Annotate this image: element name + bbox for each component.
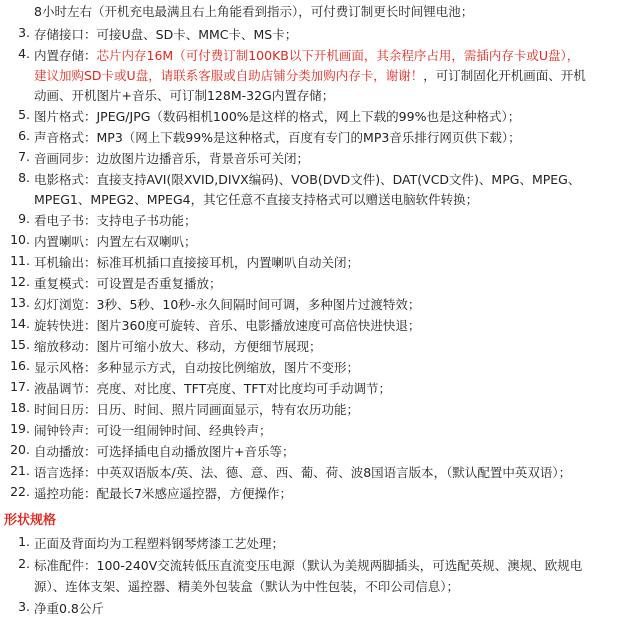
spec-label: 内置存储： <box>34 48 97 63</box>
spec-top-line: 8小时左右（开机充电最满且右上角能看到指示），可付费订制更长时间锂电池； <box>34 4 474 19</box>
spec-text: 语言选择：中英双语版本/英、法、德、意、西、葡、荷、波8国语言版本，（默认配置中英双语）； <box>34 465 572 480</box>
spec-num: 5. <box>18 107 30 122</box>
spec-text: 内置喇叭：内置左右双喇叭； <box>34 234 197 249</box>
spec-text <box>34 46 614 64</box>
spec-text: 缩放移动：图片可缩小放大、移动，方便细节展现； <box>34 339 322 354</box>
spec-num: 4. <box>18 46 30 61</box>
spec-text-line3: 动画、开机图片+音乐、可订制128M-32G内置存储； <box>34 88 335 103</box>
section-heading: 形状规格 <box>4 513 57 528</box>
spec-num: 19. <box>10 421 30 436</box>
spec-text: 时间日历：日历、时间、照片同画面显示，特有农历功能； <box>34 402 360 417</box>
spec-text: 耳机输出：标准耳机插口直接接耳机，内置喇叭自动关闭； <box>34 255 360 270</box>
shape-num: 3. <box>18 599 30 614</box>
spec-warning-text: 建议加购SD卡或U盘，请联系客服或自助店铺分类加购内存卡，谢谢！ <box>34 68 424 83</box>
spec-num: 6. <box>18 128 30 143</box>
spec-text: 液晶调节：亮度、对比度、TFT亮度、TFT对比度均可手动调节； <box>34 381 391 396</box>
spec-num: 17. <box>10 379 30 394</box>
spec-num: 9. <box>18 211 30 226</box>
spec-text: 重复模式：可设置是否重复播放； <box>34 276 222 291</box>
spec-num: 21. <box>10 463 30 478</box>
spec-text: 存储接口：可接U盘、SD卡、MMC卡、MS卡； <box>34 27 298 42</box>
spec-num: 18. <box>10 400 30 415</box>
spec-text: 看电子书：支持电子书功能； <box>34 213 197 228</box>
spec-num: 7. <box>18 149 30 164</box>
spec-text: 显示风格：多种显示方式，自动按比例缩放，图片不变形； <box>34 360 360 375</box>
spec-text: 旋转快进：图片360度可旋转、音乐、电影播放速度可高倍快进快退； <box>34 318 421 333</box>
spec-num: 15. <box>10 337 30 352</box>
spec-num: 16. <box>10 358 30 373</box>
spec-num: 8. <box>18 170 30 185</box>
shape-num: 1. <box>18 534 30 549</box>
spec-text: 自动播放：可选择插电自动播放图片+音乐等； <box>34 444 295 459</box>
spec-text: 幻灯浏览：3秒、5秒、10秒-永久间隔时间可调，多种图片过渡特效； <box>34 297 421 312</box>
spec-warning-text: 芯片内存16M（可付费订制100KB以下开机画面，其余程序占用，需插内存卡或U盘）， <box>96 48 580 63</box>
shape-text: 正面及背面均为工程塑料钢琴烤漆工艺处理； <box>34 536 285 551</box>
spec-num: 11. <box>10 253 30 268</box>
spec-num: 12. <box>10 274 30 289</box>
spec-num: 10. <box>10 232 30 247</box>
spec-text: 闹钟铃声：可设一组闹钟时间、经典铃声； <box>34 423 272 438</box>
shape-text-line2: 源）、连体支架、遥控器、精美外包装盒（默认为中性包装，不印公司信息）； <box>34 579 460 594</box>
spec-num: 20. <box>10 442 30 457</box>
shape-text: 净重0.8公斤 <box>34 601 104 616</box>
shape-text: 标准配件：100-240V交流转低压直流变压电源（默认为美规两脚插头，可选配英规、澳规、欧规电 <box>34 558 583 573</box>
spec-text: 声音格式：MP3（网上下载99%是这种格式，百度有专门的MP3音乐排行网页供下载）； <box>34 130 521 145</box>
spec-text: 音画同步：边放图片边播音乐，背景音乐可关闭； <box>34 151 310 166</box>
spec-num: 3. <box>18 25 30 40</box>
spec-text-line2: MPEG1、MPEG2、MPEG4，其它任意不直接支持格式可以赠送电脑软件转换； <box>34 192 479 207</box>
spec-text: 电影格式：直接支持AVI(限XVID,DIVX编码)、VOB(DVD文件)、DAT(VCD文件)、MPG、MPEG、 <box>34 172 581 187</box>
spec-num: 14. <box>10 316 30 331</box>
shape-num: 2. <box>18 556 30 571</box>
spec-text: 遥控功能：配最长7米感应遥控器，方便操作； <box>34 486 292 501</box>
spec-num: 22. <box>10 484 30 499</box>
spec-text-part: ，可订制固化开机画面、开机 <box>423 68 586 83</box>
spec-text: 图片格式：JPEG/JPG（数码相机100%是这样的格式，网上下载的99%也是这种格式）； <box>34 109 521 124</box>
spec-text-line2 <box>34 66 614 84</box>
spec-num: 13. <box>10 295 30 310</box>
